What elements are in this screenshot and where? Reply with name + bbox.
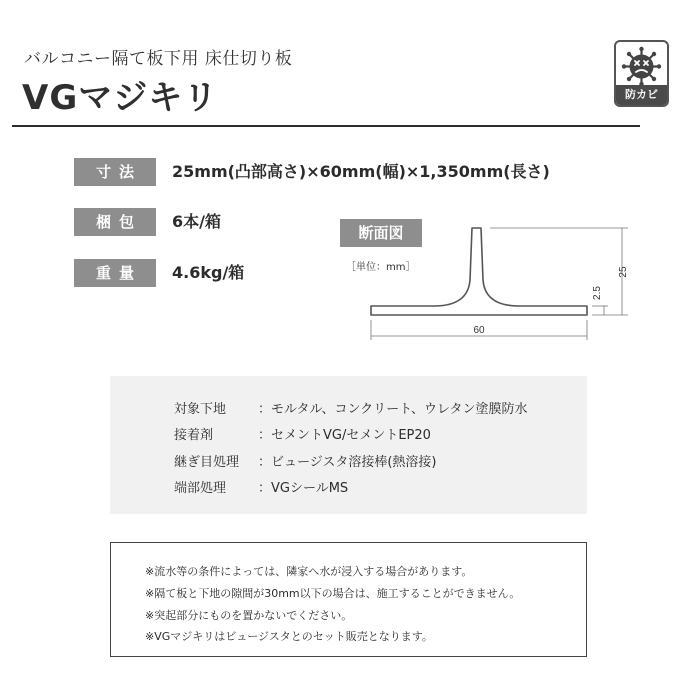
anti-mold-label: 防カビ — [616, 85, 667, 105]
info-row-substrate: 対象下地 ：モルタル、コンクリート、ウレタン塗膜防水 — [174, 402, 528, 417]
note-item: ※VGマジキリはビュージスタとのセット販売となります。 — [145, 630, 433, 643]
mold-virus-icon — [620, 45, 663, 88]
dim-base-label: 2.5 — [592, 286, 603, 300]
header-divider — [12, 125, 640, 127]
caution-notes-box — [110, 542, 587, 657]
product-title: VGマジキリ — [22, 78, 219, 118]
info-row-adhesive: 接着剤 ：セメントVG/セメントEP20 — [174, 428, 431, 443]
spec-label-weight: 重量 — [74, 259, 156, 287]
unit-note: ［単位：mm］ — [346, 262, 416, 273]
note-item: ※突起部分にものを置かないでください。 — [145, 609, 353, 622]
spec-value-packing: 6本/箱 — [172, 212, 221, 231]
note-item: ※隔て板と下地の隙間が30mm以下の場合は、施工することができません。 — [145, 587, 521, 600]
profile-shape — [371, 228, 587, 315]
dim-width-label: 60 — [473, 325, 485, 336]
anti-mold-badge — [614, 40, 669, 107]
application-info-box — [110, 376, 587, 514]
dim-height-label: 25 — [618, 266, 629, 278]
spec-value-weight: 4.6kg/箱 — [172, 263, 245, 282]
note-item: ※流水等の条件によっては、隣家へ水が浸入する場合があります。 — [145, 565, 473, 578]
spec-label-size: 寸法 — [74, 158, 156, 186]
spec-value-size: 25mm(凸部高さ)×60mm(幅)×1,350mm(長さ) — [172, 162, 550, 181]
product-subtitle: バルコニー隔て板下用 床仕切り板 — [24, 49, 293, 69]
spec-label-packing: 梱包 — [74, 208, 156, 236]
cross-section-badge: 断面図 — [340, 219, 422, 247]
cross-section-diagram — [360, 220, 640, 350]
info-row-joint: 継ぎ目処理 ：ビュージスタ溶接棒(熱溶接) — [174, 455, 437, 470]
info-row-edge: 端部処理 ：VGシールMS — [174, 481, 349, 496]
